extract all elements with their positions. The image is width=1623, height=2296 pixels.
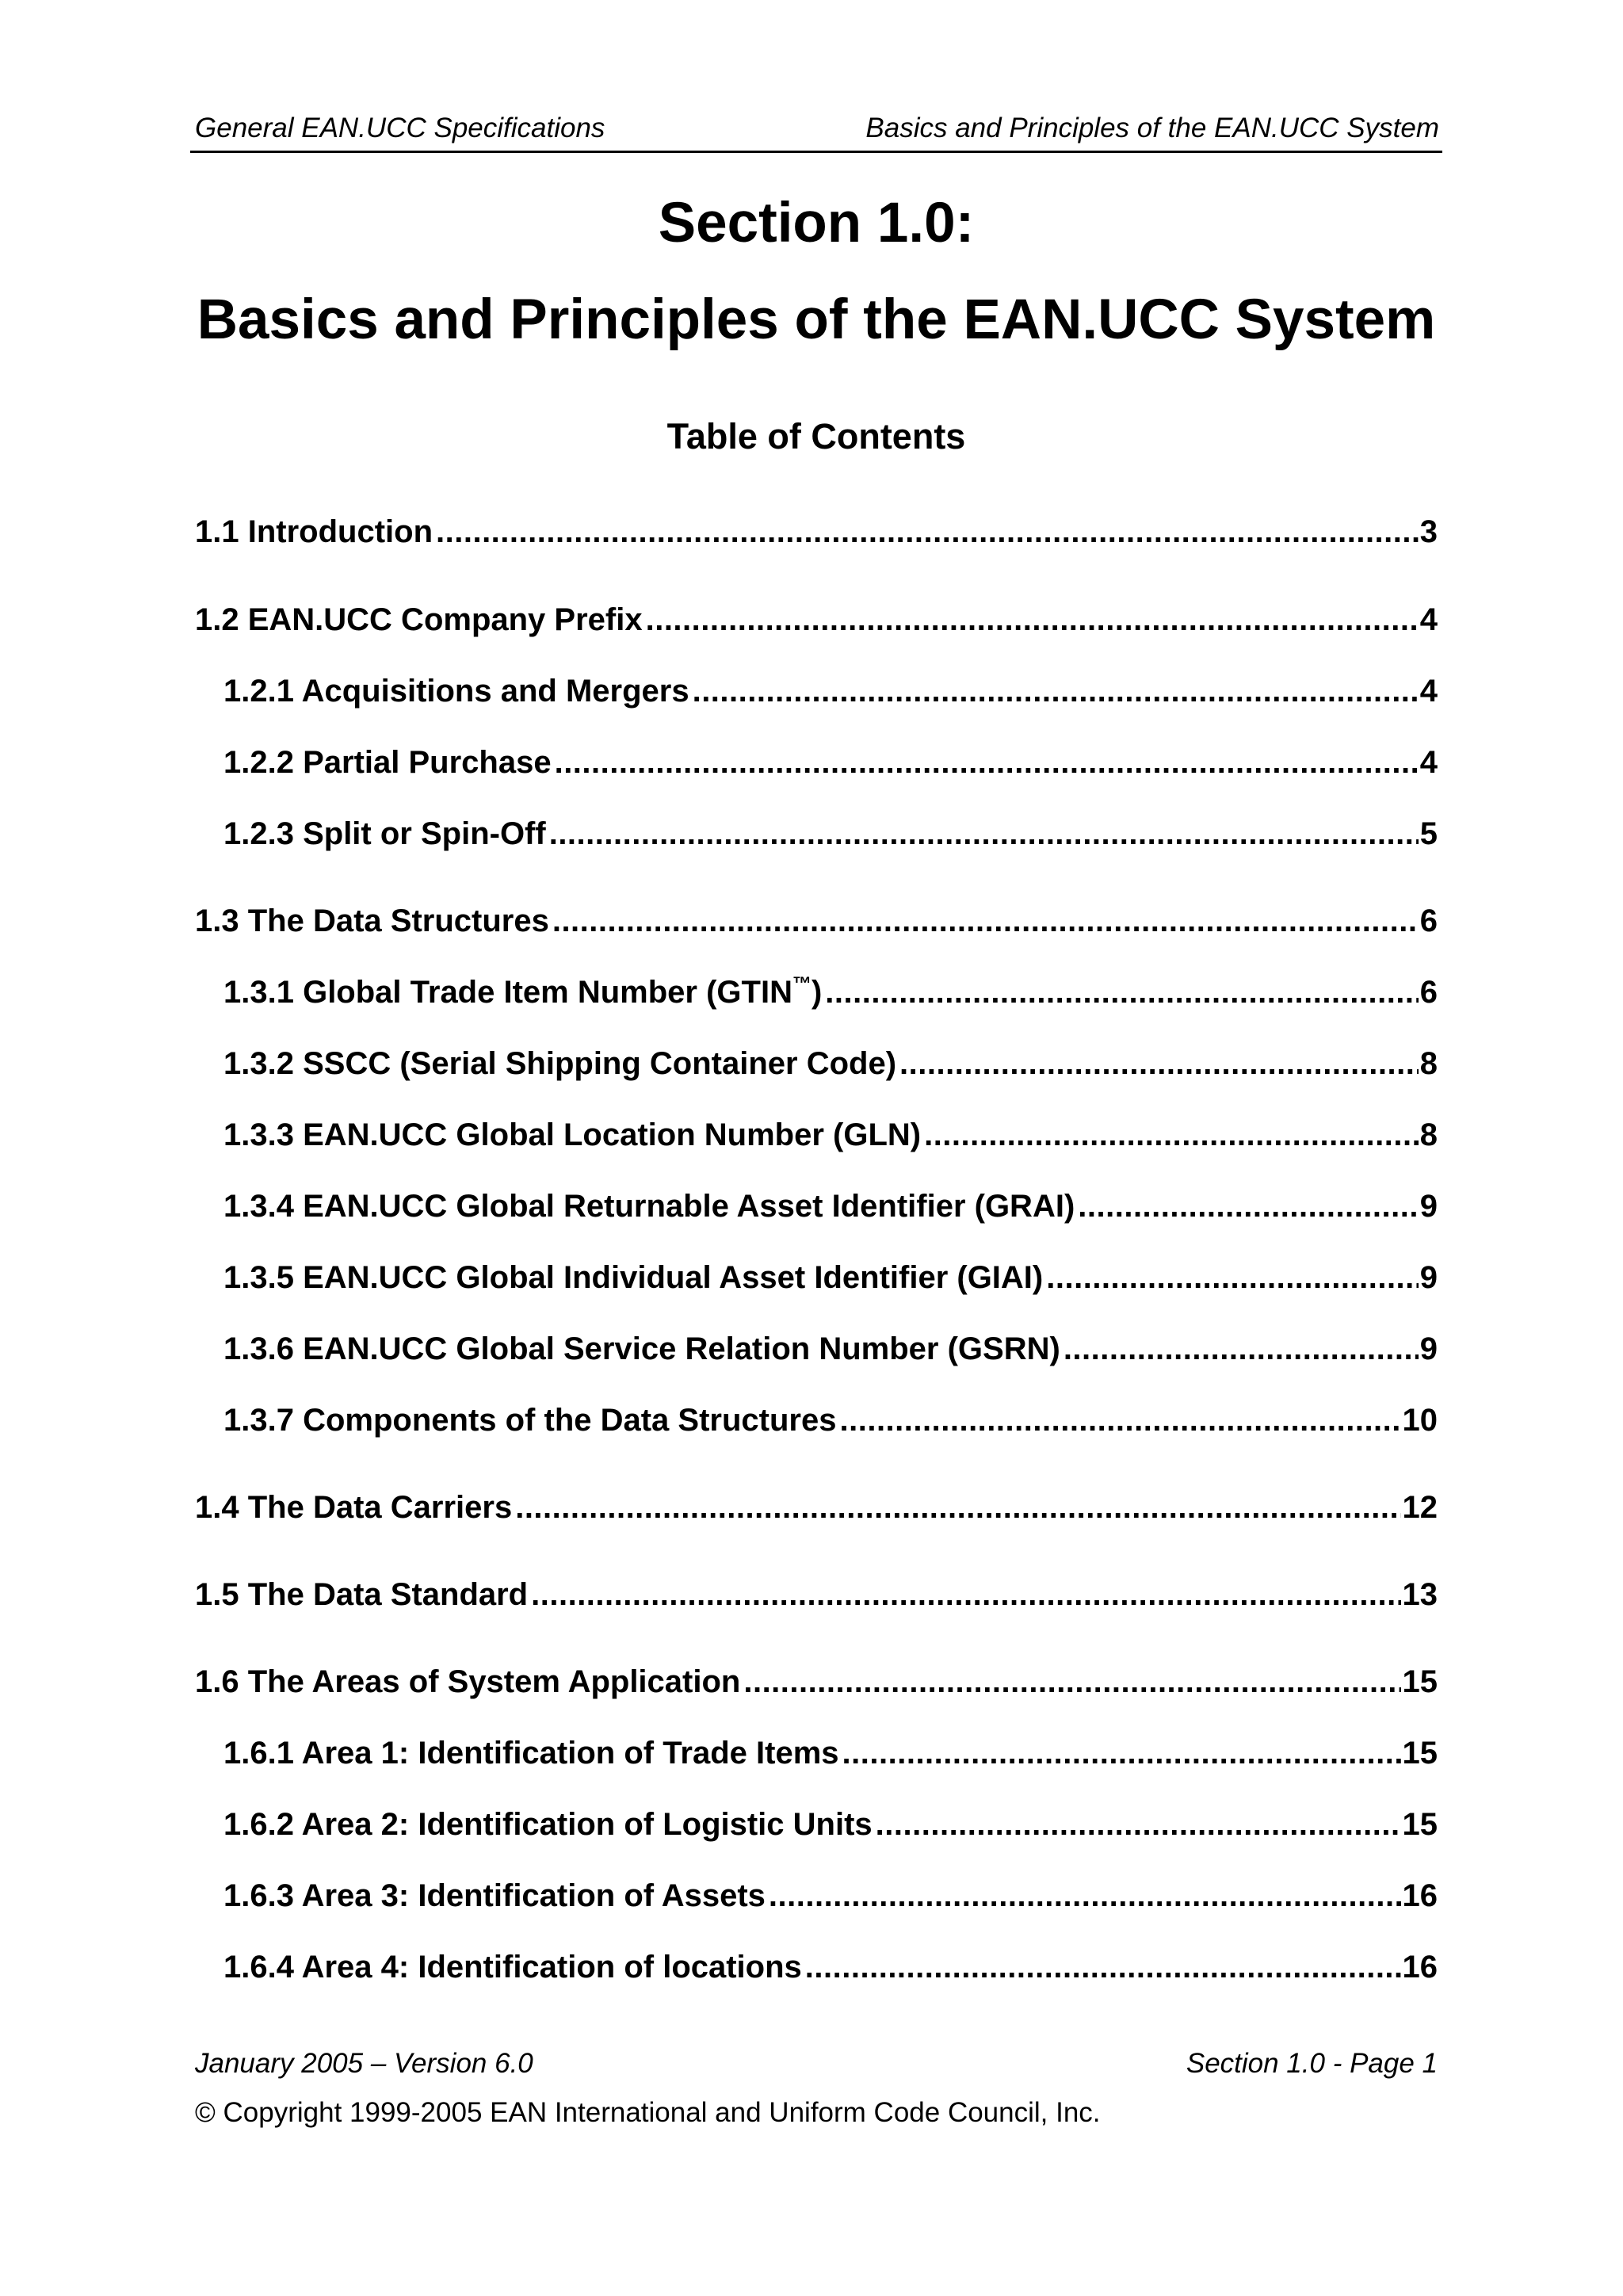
toc-entry-1-6-4[interactable]: [223, 1947, 1438, 1987]
toc-page-number: 8: [1419, 1046, 1438, 1081]
trademark-symbol: ™: [792, 973, 812, 995]
toc-dot-leader: [769, 1876, 1401, 1916]
toc-entry-text: 1.5 The Data Standard: [195, 1577, 529, 1612]
toc-dot-leader: [899, 1044, 1419, 1083]
toc-dot-leader: [515, 1488, 1400, 1527]
toc-dot-leader: [839, 1400, 1400, 1440]
toc-page-number: 16: [1402, 1878, 1438, 1913]
toc-page-number: 4: [1419, 602, 1438, 637]
copyright-notice: © Copyright 1999-2005 EAN International and Uniform Code Council, Inc.: [195, 2097, 1101, 2128]
toc-entry-1-3-4[interactable]: [223, 1186, 1438, 1226]
toc-page-number: 15: [1402, 1664, 1438, 1699]
toc-page-number: 9: [1419, 1260, 1438, 1295]
toc-page-number: 15: [1402, 1807, 1438, 1842]
footer-date-version: January 2005 – Version 6.0: [195, 2048, 533, 2079]
toc-entry-1-2-2[interactable]: [223, 743, 1438, 782]
toc-entry-text: 1.3.3 EAN.UCC Global Location Number (GLN): [223, 1117, 922, 1152]
toc-entry-text: 1.4 The Data Carriers: [195, 1490, 513, 1525]
toc-entry-text: 1.3.4 EAN.UCC Global Returnable Asset Identifier (GRAI): [223, 1189, 1075, 1224]
toc-page-number: 16: [1402, 1950, 1438, 1985]
toc-dot-leader: [743, 1662, 1400, 1702]
toc-entry-1-3-1[interactable]: [223, 972, 1438, 1012]
toc-entry-1-5[interactable]: [195, 1575, 1438, 1614]
toc-entry-text: 1.2.1 Acquisitions and Mergers: [223, 674, 689, 709]
toc-entry-1-3-6[interactable]: [223, 1329, 1438, 1369]
toc-page-number: 15: [1402, 1736, 1438, 1771]
toc-page-number: 9: [1419, 1189, 1438, 1224]
toc-page-number: 9: [1419, 1331, 1438, 1366]
toc-entry-1-6-1[interactable]: [223, 1733, 1438, 1773]
toc-entry-text: 1.2 EAN.UCC Company Prefix: [195, 602, 643, 637]
toc-entry-text: 1.3.1 Global Trade Item Number (GTIN: [223, 975, 792, 1010]
toc-entry-text: 1.6.3 Area 3: Identification of Assets: [223, 1878, 766, 1913]
toc-dot-leader: [549, 814, 1419, 854]
toc-page-number: 8: [1419, 1117, 1438, 1152]
toc-entry-1-6[interactable]: [195, 1662, 1438, 1702]
toc-entry-text: 1.2.3 Split or Spin-Off: [223, 816, 546, 851]
toc-page-number: 3: [1419, 514, 1438, 549]
toc-page-number: 6: [1419, 975, 1438, 1010]
toc-dot-leader: [876, 1805, 1401, 1844]
toc-dot-leader: [531, 1575, 1400, 1614]
toc-entry-text: 1.3.6 EAN.UCC Global Service Relation Number (GSRN): [223, 1331, 1060, 1366]
toc-entry-1-3-7[interactable]: [223, 1400, 1438, 1440]
toc-heading: Table of Contents: [666, 416, 966, 457]
toc-entry-text-suffix: ): [811, 975, 823, 1010]
toc-dot-leader: [552, 901, 1419, 941]
toc-entry-1-3-5[interactable]: [223, 1258, 1438, 1297]
toc-dot-leader: [555, 743, 1419, 782]
toc-entry-1-2-3[interactable]: [223, 814, 1438, 854]
toc-entry-1-6-2[interactable]: [223, 1805, 1438, 1844]
toc-entry-text: 1.3.7 Components of the Data Structures: [223, 1403, 837, 1438]
toc-page-number: 4: [1419, 674, 1438, 709]
toc-dot-leader: [1078, 1186, 1418, 1226]
toc-dot-leader: [825, 972, 1418, 1012]
toc-dot-leader: [842, 1733, 1401, 1773]
toc-entry-text: 1.6 The Areas of System Application: [195, 1664, 741, 1699]
toc-entry-text-group: [223, 972, 822, 1012]
toc-page-number: 5: [1419, 816, 1438, 851]
toc-page-number: 6: [1419, 904, 1438, 938]
toc-page-number: 13: [1402, 1577, 1438, 1612]
toc-entry-text: 1.3 The Data Structures: [195, 904, 549, 938]
toc-entry-1-2-1[interactable]: [223, 671, 1438, 711]
toc-dot-leader: [924, 1115, 1419, 1155]
toc-entry-text: 1.1 Introduction: [195, 514, 433, 549]
toc-entry-1-3[interactable]: [195, 901, 1438, 941]
toc-dot-leader: [436, 512, 1419, 552]
footer-page-number: Section 1.0 - Page 1: [1186, 2048, 1438, 2079]
header-section-title: Basics and Principles of the EAN.UCC System: [865, 113, 1439, 143]
toc-entry-text: 1.3.5 EAN.UCC Global Individual Asset Identifier (GIAI): [223, 1260, 1044, 1295]
toc-entry-text: 1.2.2 Partial Purchase: [223, 745, 552, 780]
section-number-title: Section 1.0:: [658, 192, 975, 254]
toc-entry-1-2[interactable]: [195, 600, 1438, 640]
toc-page-number: 10: [1402, 1403, 1438, 1438]
toc-entry-1-1[interactable]: [195, 512, 1438, 552]
toc-entry-text: 1.6.4 Area 4: Identification of locations: [223, 1950, 802, 1985]
running-header: [190, 111, 1442, 153]
toc-dot-leader: [1046, 1258, 1419, 1297]
toc-page-number: 4: [1419, 745, 1438, 780]
toc-page-number: 12: [1402, 1490, 1438, 1525]
toc-dot-leader: [693, 671, 1419, 711]
running-footer: [195, 2046, 1438, 2086]
toc-dot-leader: [805, 1947, 1401, 1987]
toc-entry-1-4[interactable]: [195, 1488, 1438, 1527]
toc-entry-1-3-2[interactable]: [223, 1044, 1438, 1083]
header-document-title: General EAN.UCC Specifications: [195, 113, 605, 143]
toc-entry-text: 1.6.1 Area 1: Identification of Trade Items: [223, 1736, 839, 1771]
toc-dot-leader: [1064, 1329, 1419, 1369]
toc-entry-1-6-3[interactable]: [223, 1876, 1438, 1916]
toc-dot-leader: [646, 600, 1419, 640]
toc-entry-1-3-3[interactable]: [223, 1115, 1438, 1155]
section-title: Basics and Principles of the EAN.UCC System: [197, 288, 1436, 351]
toc-entry-text: 1.6.2 Area 2: Identification of Logistic Units: [223, 1807, 873, 1842]
toc-entry-text: 1.3.2 SSCC (Serial Shipping Container Code): [223, 1046, 897, 1081]
